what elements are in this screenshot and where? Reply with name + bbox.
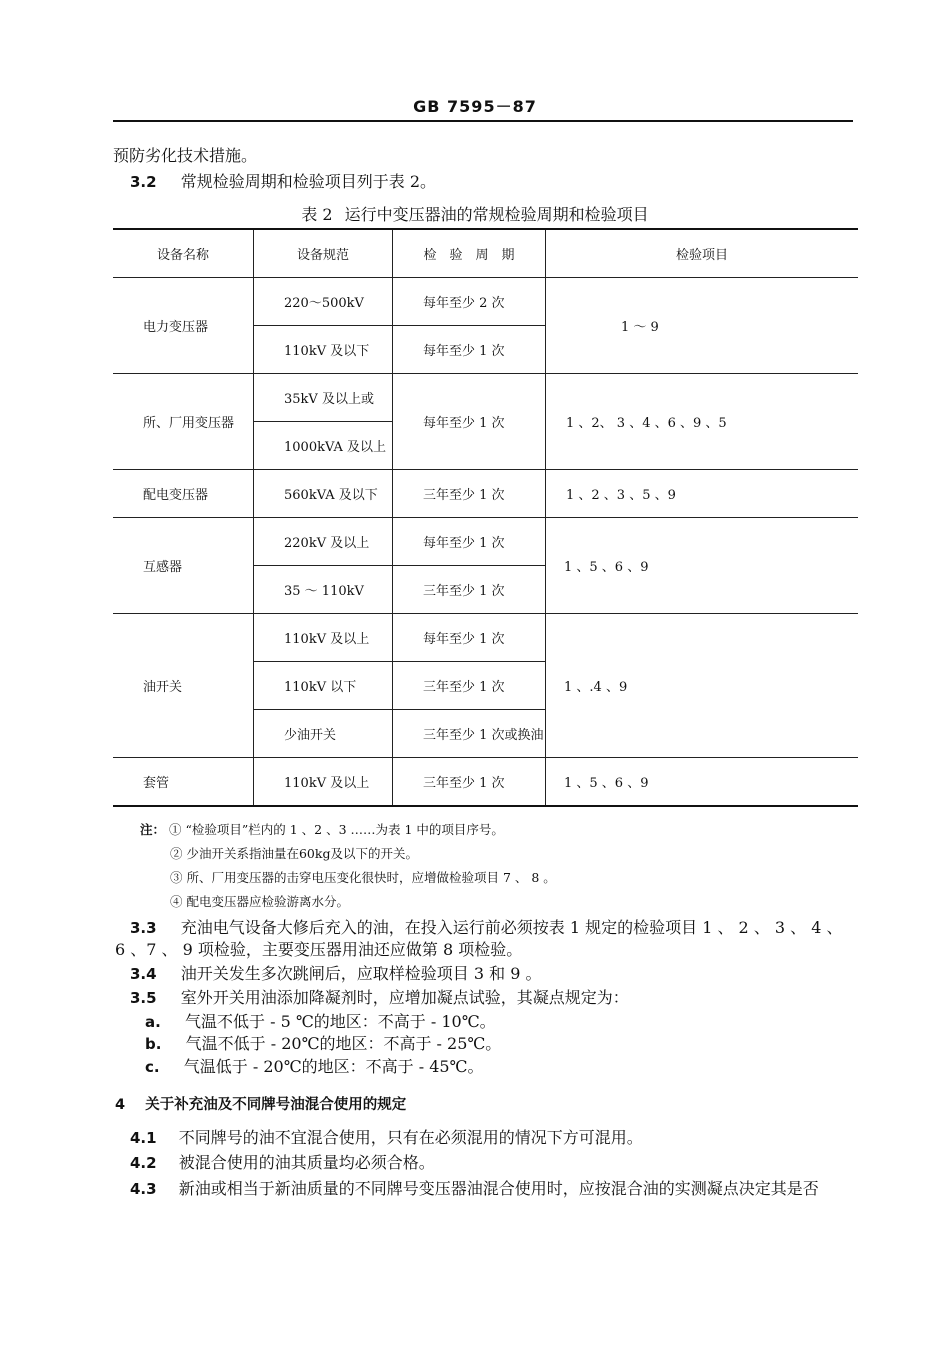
items-cell: 1 、5 、6 、9 xyxy=(546,758,859,807)
inspection-table xyxy=(113,228,858,807)
spec-cell: 110kV 及以上 xyxy=(254,758,393,807)
notes-label: 注： xyxy=(140,822,166,837)
items-cell: 1 、.4 、9 xyxy=(546,614,859,758)
section-4-heading xyxy=(115,1095,406,1115)
section-number: 3.4 xyxy=(130,965,157,983)
section-3-5 xyxy=(130,988,629,1008)
header-cell: 设备规范 xyxy=(254,229,393,278)
header-rule xyxy=(113,120,853,122)
spec-cell: 1000kVA 及以上 xyxy=(254,422,393,470)
device-name-cell: 所、厂用变压器 xyxy=(113,374,254,470)
items-cell: 1 、2 、3 、5 、9 xyxy=(546,470,859,518)
section-number: 3.2 xyxy=(130,173,157,191)
spec-cell: 220～500kV xyxy=(254,278,393,326)
period-cell: 每年至少 1 次 xyxy=(393,518,546,566)
header-cell: 检验项目 xyxy=(546,229,859,278)
table-row xyxy=(113,278,858,326)
table-caption xyxy=(0,202,950,225)
items-cell: 1 、5 、6 、9 xyxy=(546,518,859,614)
items-cell: 1 ～ 9 xyxy=(546,278,859,374)
device-name-cell: 套管 xyxy=(113,758,254,807)
spec-cell: 560kVA 及以下 xyxy=(254,470,393,518)
list-label: a. xyxy=(145,1013,161,1031)
list-item xyxy=(145,1012,496,1032)
table-row xyxy=(113,614,858,662)
spec-cell: 110kV 及以下 xyxy=(254,326,393,374)
section-text: 充油电气设备大修后充入的油，在投入运行前必须按表 1 规定的检验项目 1 、 2 、 3 、 4 、 xyxy=(180,918,843,937)
period-cell: 每年至少 2 次 xyxy=(393,278,546,326)
list-text: 气温不低于 - 5 ℃的地区：不高于 - 10℃。 xyxy=(185,1012,496,1031)
intro-paragraph: 预防劣化技术措施。 xyxy=(113,146,258,165)
header-cell: 设备名称 xyxy=(113,229,254,278)
section-4-1 xyxy=(130,1128,643,1148)
table-row xyxy=(113,470,858,518)
device-name-cell: 电力变压器 xyxy=(113,278,254,374)
list-text: 气温低于 - 20℃的地区：不高于 - 45℃。 xyxy=(183,1057,484,1076)
device-name-cell: 互感器 xyxy=(113,518,254,614)
table-caption-title: 运行中变压器油的常规检验周期和检验项目 xyxy=(344,205,649,224)
section-title: 关于补充油及不同牌号油混合使用的规定 xyxy=(145,1097,407,1113)
section-3-3 xyxy=(130,918,843,938)
section-number: 3.3 xyxy=(130,919,157,937)
device-name-cell: 油开关 xyxy=(113,614,254,758)
section-text: 新油或相当于新油质量的不同牌号变压器油混合使用时，应按混合油的实测凝点决定其是否 xyxy=(178,1179,819,1198)
notes-block xyxy=(140,820,504,840)
section-3-2 xyxy=(130,172,436,192)
list-item xyxy=(145,1057,483,1077)
note-1: ① “检验项目”栏内的 1 、2 、3 ……为表 1 中的项目序号。 xyxy=(169,822,504,837)
section-number: 4.1 xyxy=(130,1129,157,1147)
section-3-3-cont: 6 、7 、 9 项检验，主要变压器用油还应做第 8 项检验。 xyxy=(115,940,523,959)
list-text: 气温不低于 - 20℃的地区：不高于 - 25℃。 xyxy=(185,1034,502,1053)
spec-cell: 35kV 及以上或 xyxy=(254,374,393,422)
spec-cell: 少油开关 xyxy=(254,710,393,758)
section-number: 4.2 xyxy=(130,1154,157,1172)
period-cell: 每年至少 1 次 xyxy=(393,614,546,662)
period-cell: 三年至少 1 次 xyxy=(393,662,546,710)
section-text: 被混合使用的油其质量均必须合格。 xyxy=(178,1153,435,1172)
device-name-cell: 配电变压器 xyxy=(113,470,254,518)
period-cell: 每年至少 1 次 xyxy=(393,326,546,374)
period-cell: 三年至少 1 次 xyxy=(393,566,546,614)
table-header-row xyxy=(113,229,858,278)
table-row xyxy=(113,374,858,422)
section-3-4 xyxy=(130,964,541,984)
note-4: ④ 配电变压器应检验游离水分。 xyxy=(170,894,349,909)
note-2: ② 少油开关系指油量在60kg及以下的开关。 xyxy=(170,846,418,861)
spec-cell: 35 ～ 110kV xyxy=(254,566,393,614)
period-cell: 每年至少 1 次 xyxy=(393,374,546,470)
section-number: 4.3 xyxy=(130,1180,157,1198)
section-4-3 xyxy=(130,1179,819,1199)
document-header: GB 7595－87 xyxy=(413,97,537,116)
list-label: b. xyxy=(145,1035,162,1053)
section-4-2 xyxy=(130,1153,435,1173)
section-text: 油开关发生多次跳闸后，应取样检验项目 3 和 9 。 xyxy=(180,964,542,983)
table-caption-label: 表 2 xyxy=(301,205,333,224)
section-number: 3.5 xyxy=(130,989,157,1007)
spec-cell: 110kV 及以上 xyxy=(254,614,393,662)
table-row xyxy=(113,758,858,807)
list-item xyxy=(145,1034,501,1054)
spec-cell: 110kV 以下 xyxy=(254,662,393,710)
table-row xyxy=(113,518,858,566)
period-cell: 三年至少 1 次 xyxy=(393,758,546,807)
section-text: 不同牌号的油不宜混合使用，只有在必须混用的情况下方可混用。 xyxy=(178,1128,643,1147)
note-3: ③ 所、厂用变压器的击穿电压变化很快时，应增做检验项目 7 、 8 。 xyxy=(170,870,556,885)
section-text: 室外开关用油添加降凝剂时，应增加凝点试验，其凝点规定为： xyxy=(180,988,629,1007)
period-cell: 三年至少 1 次 xyxy=(393,470,546,518)
spec-cell: 220kV 及以上 xyxy=(254,518,393,566)
section-text: 常规检验周期和检验项目列于表 2。 xyxy=(180,172,437,191)
section-number: 4 xyxy=(115,1097,126,1113)
header-cell: 检 验 周 期 xyxy=(393,229,546,278)
list-label: c. xyxy=(145,1058,160,1076)
items-cell: 1 、2、 3 、4 、6 、9 、5 xyxy=(546,374,859,470)
period-cell: 三年至少 1 次或换油 xyxy=(393,710,546,758)
